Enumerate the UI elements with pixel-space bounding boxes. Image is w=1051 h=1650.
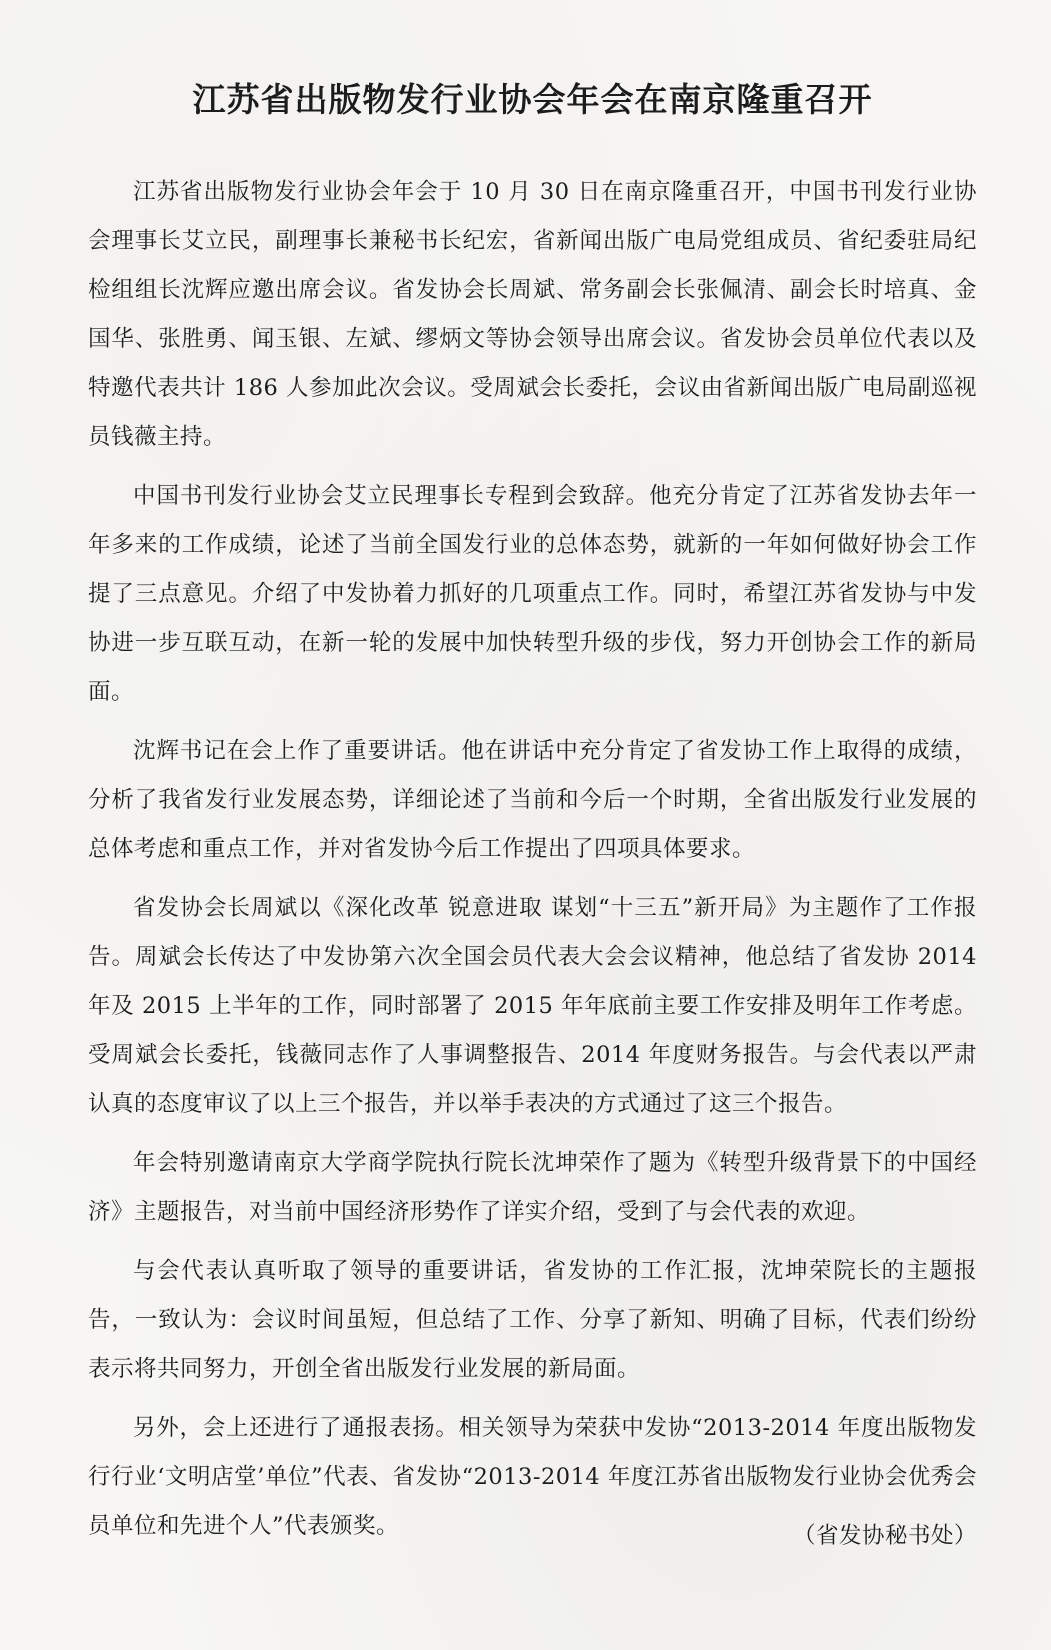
paragraph-6: 与会代表认真听取了领导的重要讲话，省发协的工作汇报，沈坤荣院长的主题报告，一致认为：会议时间虽短，但总结了工作、分享了新知、明确了目标，代表们纷纷表示将共同努力，开创全省出版发行业发展的新局面。 bbox=[88, 1258, 977, 1382]
document-title: 江苏省出版物发行业协会年会在南京隆重召开 bbox=[192, 80, 873, 119]
paragraph-2: 中国书刊发行业协会艾立民理事长专程到会致辞。他充分肯定了江苏省发协去年一年多来的工作成绩，论述了当前全国发行业的总体态势，就新的一年如何做好协会工作提了三点意见。介绍了中发协着力抓好的几项重点工作。同时，希望江苏省发协与中发协进一步互联互动，在新一轮的发展中加快转型升级的步伐，努力开创协会工作的新局面。 bbox=[88, 483, 977, 705]
paragraph-1: 江苏省出版物发行业协会年会于 10 月 30 日在南京隆重召开，中国书刊发行业协会理事长艾立民，副理事长兼秘书长纪宏，省新闻出版广电局党组成员、省纪委驻局纪检组组长沈辉应邀出席会议。省发协会长周斌、常务副会长张佩清、副会长时培真、金国华、张胜勇、闻玉银、左斌、缪炳文等协会领导出席会议。省发协会员单位代表以及特邀代表共计 186 人参加此次会议。受周斌会长委托，会议由省新闻出版广电局副巡视员钱薇主持。 bbox=[88, 179, 977, 450]
paragraph-4: 省发协会长周斌以《深化改革 锐意进取 谋划“十三五”新开局》为主题作了工作报告。周斌会长传达了中发协第六次全国会员代表大会会议精神，他总结了省发协 2014 年及 2015 上半年的工作，同时部署了 2015 年年底前主要工作安排及明年工作考虑。受周斌会长委托，钱薇同志作了人事调整报告、2014 年度财务报告。与会代表以严肃认真的态度审议了以上三个报告，并以举手表决的方式通过了这三个报告。 bbox=[88, 895, 977, 1117]
signature: （省发协秘书处） bbox=[792, 1523, 977, 1549]
paragraph-5: 年会特别邀请南京大学商学院执行院长沈坤荣作了题为《转型升级背景下的中国经济》主题报告，对当前中国经济形势作了详实介绍，受到了与会代表的欢迎。 bbox=[88, 1150, 977, 1225]
paragraph-7: 另外，会上还进行了通报表扬。相关领导为荣获中发协“2013-2014 年度出版物发行行业‘文明店堂’单位”代表、省发协“2013-2014 年度江苏省出版物发行业协会优秀会员单位和先进个人”代表颁奖。 bbox=[88, 1415, 977, 1539]
paragraph-3: 沈辉书记在会上作了重要讲话。他在讲话中充分肯定了省发协工作上取得的成绩，分析了我省发行业发展态势，详细论述了当前和今后一个时期，全省出版发行业发展的总体考虑和重点工作，并对省发协今后工作提出了四项具体要求。 bbox=[88, 738, 977, 862]
